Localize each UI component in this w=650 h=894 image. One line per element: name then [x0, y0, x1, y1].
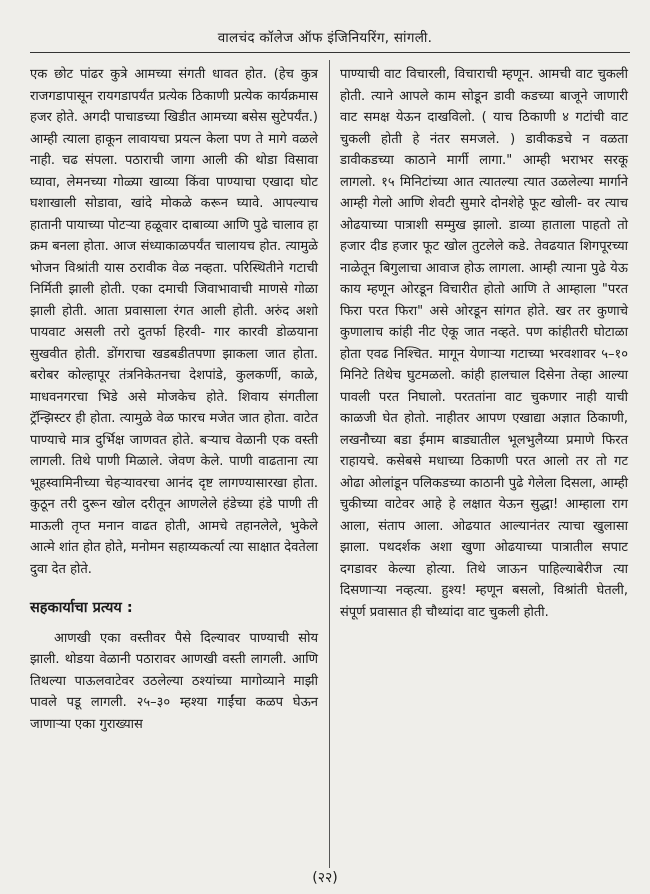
- paragraph: एक छोट पांढर कुत्रे आमच्या संगती धावत होत. (हेच कुत्र राजगडापासून रायगडापर्यंत प्रत्येक ठिकाणी प्रत्येक कार्यक्रमास हजर होते. अगदी पाचाडच्या खिडीत आमच्या बसेस सुटेपर्यंत.) आम्ही त्याला हाकून लावायचा प्रयत्न केला पण ते मागे वळले नाही. चढ संपला. पठाराची जागा आली की थोडा विसावा घ्यावा, लेमनच्या गोळ्या खाव्या किंवा पाण्याचा एखादा घोट घशाखाली सोडावा, खांदे मोकळे करून घ्यावे. आपल्याच हातानी पायाच्या पोटऱ्या हळूवार दाबाव्या आणि पुढे चालाव हा क्रम बनला होता. आज संध्याकाळपर्यंत चालायच होत. त्यामुळे भोजन विश्रांती यास ठरावीक वेळ नव्हता. परिस्थितीने गटाची निर्मिती झाली होती. एका दमाची जिवाभावाची माणसे गोळा झाली होती. आता प्रवासाला रंगत आली होती. अरुंद अशो पायवाट असली तरो दुतर्फा हिरवी- गार कारवी डोळयाना सुखवीत होती. डोंगराचा खडबडीतपणा झाकला जात होता. बरोबर कोल्हापूर तंत्रनिकेतनचा देशपांडे, कुलकर्णी, काळे, माधवनगरचा भिडे असे मोजकेच होते. शिवाय संगतीला ट्रॅन्झिस्टर ही होता. त्यामुळे वेळ फारच मजेत जात होता. वाटेत पाण्याचे मात्र दुर्भिक्ष जाणवत होते. बऱ्याच वेळानी एक वस्ती लागली. तिथे पाणी मिळाले. जेवण केले. पाणी वाढताना त्या भूहस्वामिनीच्या चेहऱ्यावरचा आनंद दृष्ट लागण्यासारखा होता. कुठून तरी दुरून खोल दरीतून आणलेले हंडेच्या हंडे पाणी ती माऊली तृप्त मनान वाढत होती, आमचे तहानलेले, भुकेले आत्मे शांत होत होते, मनोमन सहाय्यकर्त्या त्या साक्षात देवतेला दुवा देत होते.: [30, 67, 318, 577]
- right-column: [340, 64, 628, 623]
- column-divider: [329, 60, 330, 868]
- paragraph: पाण्याची वाट विचारली, विचाराची म्हणून. आमची वाट चुकली होती. त्याने आपले काम सोडून डावी कडच्या बाजूने जाणारी वाट समक्ष येऊन दाखविलो. ( याच ठिकाणी ४ गटांची वाट चुकली होती हे नंतर समजले. ) डावीकडचे न वळता डावीकडच्या काठाने मार्गी लागा." आम्ही भराभर सरकू लागलो. १५ मिनिटांच्या आत त्यातल्या त्यात उळलेल्या मार्गाने आम्ही गेलो आणि शेवटी सुमारे दोनशेहे फूट खोली- वर त्याच ओढयाच्या पात्राशी सम्मुख झालो. डाव्या हाताला पाहतो तो हजार दीड हजार फूट खोल तुटलेले कडे. तेवढयात शिगपूरच्या नाळेतून बिगुलाचा आवाज होऊ लागला. आम्ही त्याना पुढे येऊ काय म्हणून ओरडून विचारीत होतो आणि ते आम्हाला "परत फिरा परत फिरा" असे ओरडून सांगत होते. खर तर कुणाचे कुणालाच कांही नीट ऐकू जात नव्हते. पण कांहीतरी घोटाळा होता एवढ निश्चित. मागून येणाऱ्या गटाच्या भरवशावर ५–१० मिनिटे तिथेच घुटमळलो. कांही हालचाल दिसेना तेव्हा आल्या पावली परत निघालो. परततांना वाट चुकणार नाही याची काळजी घेत होतो. नाहीतर आपण एखाद्या अज्ञात ठिकाणी, लखनौच्या बडा ईमाम बाड्यातील भूलभुलैय्या प्रमाणे फिरत राहायचे. कसेबसे मधाच्या ठिकाणी परत आलो तर तो गट ओढा ओलांडून पलिकडच्या काठानी पुढे गेलेला दिसला, आम्ही चुकीच्या वाटेवर आहे हे लक्षात येऊन सुद्धा! आम्हाला राग आला, संताप आला. ओढयात आल्यानंतर त्याचा खुलासा झाला. पथदर्शक अशा खुणा ओढयाच्या पात्रातील सपाट दगडावर केल्या होत्या. तिथे जाऊन पाहिल्याबेरीज त्या दिसणाऱ्या नव्हत्या. हुश्य! म्हणून बसलो, विश्रांती घेतली, संपूर्ण प्रवासात ही चौथ्यांदा वाट चुकली होती.: [340, 67, 628, 620]
- header-rule: [30, 52, 630, 53]
- page-header: वालचंद कॉलेज ऑफ इंजिनियरिंग, सांगली.: [217, 30, 433, 46]
- paragraph: आणखी एका वस्तीवर पैसे दिल्यावर पाण्याची सोय झाली. थोडया वेळानी पठारावर आणखी वस्ती लागली. आणि तिथल्या पाऊलवाटेवर उठलेल्या ठश्यांच्या मागोव्याने माझी पावले पडू लागली. २५–३० म्हश्या गाईंचा कळप घेऊन जाणाऱ्या एका गुराख्यास: [30, 630, 318, 732]
- section-heading: सहकार्याचा प्रत्यय :: [30, 600, 133, 616]
- left-column: [30, 64, 318, 735]
- page-number: (२२): [312, 870, 338, 886]
